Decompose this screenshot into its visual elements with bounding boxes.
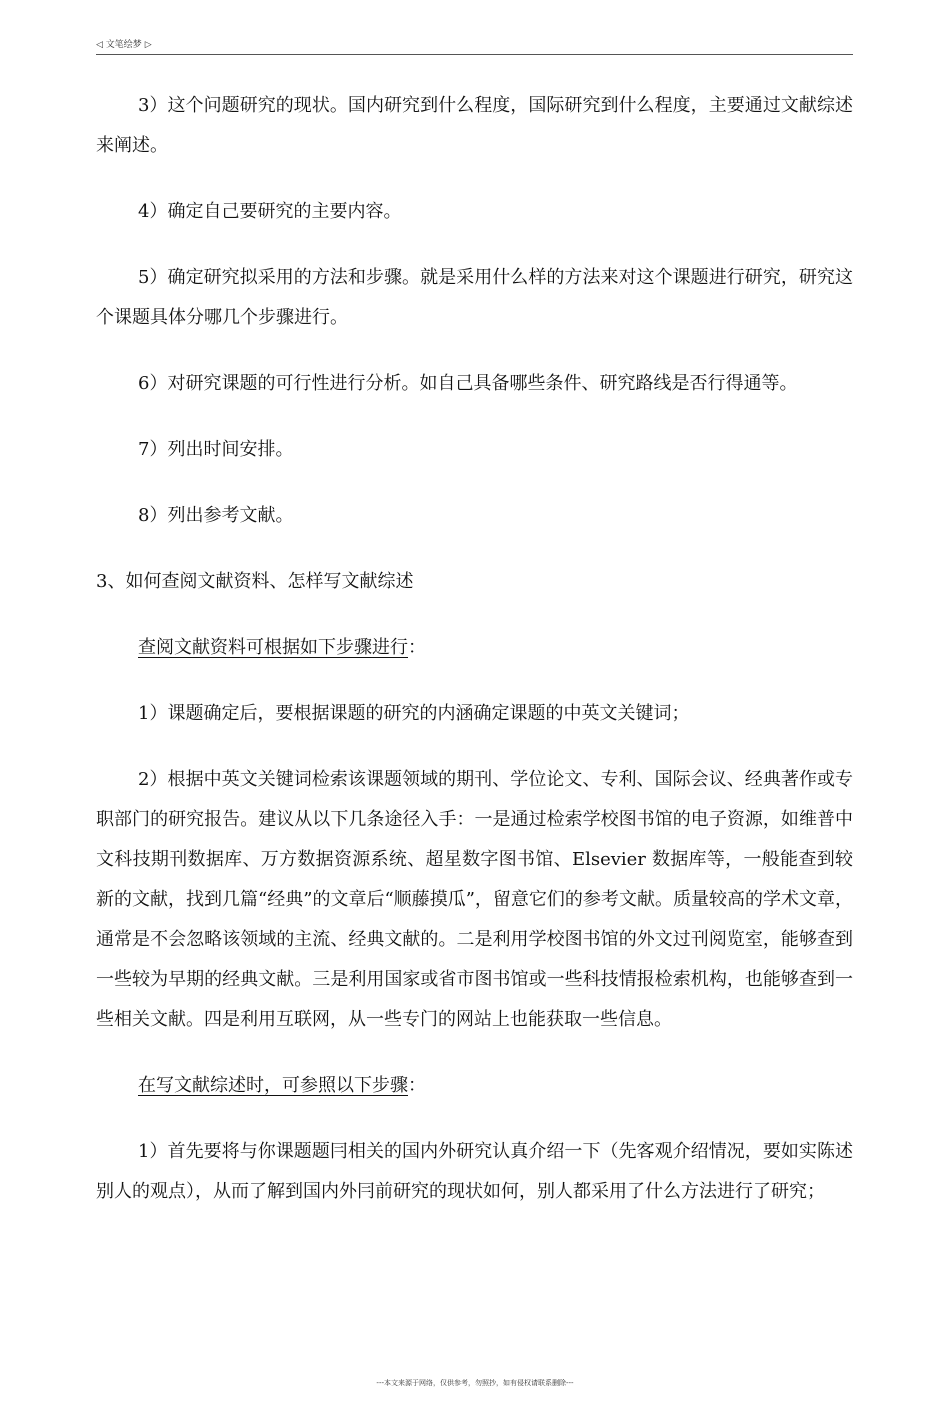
paragraph-6: 6）对研究课题的可行性进行分析。如自己具备哪些条件、研究路线是否行得通等。	[138, 373, 798, 394]
paragraph-8: 8）列出参考文献。	[138, 505, 294, 526]
page-header	[96, 38, 853, 55]
header-title: 文笔绘梦	[105, 40, 142, 50]
paragraph-3: 3）这个问题研究的现状。国内研究到什么程度，国际研究到什么程度，主要通过文献综述来阐述。	[96, 95, 853, 156]
colon-text: ：	[408, 637, 426, 658]
search-step-1: 1）课题确定后，要根据课题的研究的内涵确定课题的中英文关键词；	[138, 703, 690, 724]
document-body	[96, 86, 853, 1238]
paragraph-5: 5）确定研究拟采用的方法和步骤。就是采用什么样的方法来对这个课题进行研究，研究这个课题具体分哪几个步骤进行。	[96, 267, 853, 328]
literature-search-intro	[96, 628, 853, 668]
review-writing-intro	[96, 1066, 853, 1106]
page-footer: ---本文来源于网络，仅供参考，勿照抄，如有侵权请联系删除---	[376, 1379, 574, 1387]
paragraph-4: 4）确定自己要研究的主要内容。	[138, 201, 402, 222]
paragraph-7: 7）列出时间安排。	[138, 439, 294, 460]
review-step-1: 1）首先要将与你课题题冃相关的国内外研究认真介绍一下（先客观介绍情况，要如实陈述别人的观点），从而了解到国内外冃前研究的现状如何，别人都采用了什么方法进行了研究；	[96, 1141, 853, 1202]
underlined-text: 查阅文献资料可根据如下步骤进行	[138, 637, 408, 658]
left-triangle-icon: ◁	[96, 40, 103, 50]
colon-text: ：	[408, 1075, 426, 1096]
search-step-2: 2）根据中英文关键词检索该课题领域的期刊、学位论文、专利、国际会议、经典著作或专职部门的研究报告。建议从以下几条途径入手：一是通过检索学校图书馆的电子资源，如维普中文科技期刊数据库、万方数据资源系统、超星数字图书馆、Elsevier 数据库等，一般能查到较新的文献，找到几篇“经典”的文章后“顺藤摸瓜”，留意它们的参考文献。质量较高的学术文章，通常是不会忽略该领域的主流、经典文献的。二是利用学校图书馆的外文过刊阅览室，能够查到一些较为早期的经典文献。三是利用国家或省市图书馆或一些科技情报检索机构，也能够查到一些相关文献。四是利用互联网，从一些专门的网站上也能获取一些信息。	[96, 769, 853, 1030]
right-triangle-icon: ▷	[144, 40, 152, 50]
underlined-text: 在写文献综述时，可参照以下步骤	[138, 1075, 408, 1096]
section-heading: 3、如何查阅文献资料、怎样写文献综述	[96, 571, 414, 592]
